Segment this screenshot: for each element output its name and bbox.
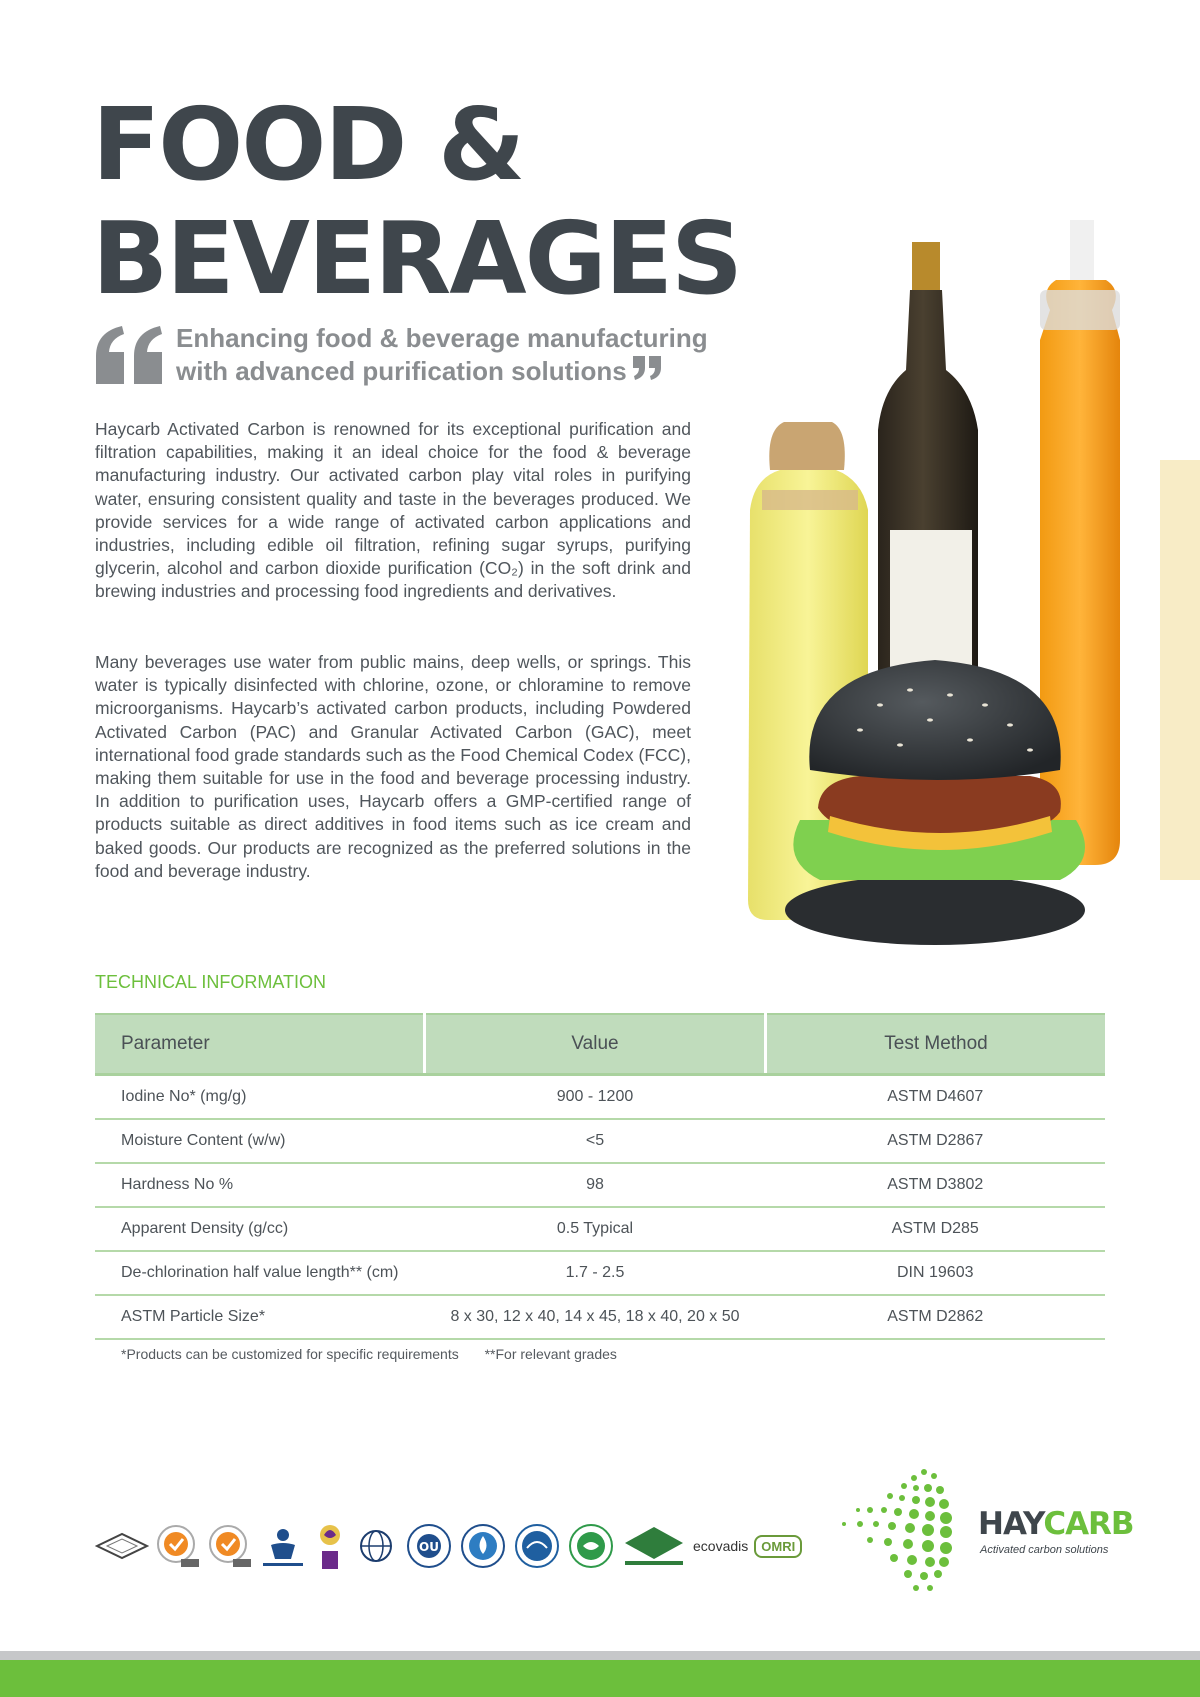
header-parameter: Parameter <box>95 1014 425 1075</box>
table-row <box>95 1075 1105 1120</box>
haycarb-globe-icon <box>830 1462 970 1602</box>
title-line-1: FOOD & <box>92 86 524 203</box>
technical-information-table <box>95 1013 1105 1340</box>
footnote-relevant-grades: **For relevant grades <box>484 1346 617 1362</box>
halal-diamond-icon <box>621 1523 687 1569</box>
certification-logos <box>95 1518 802 1574</box>
footnote-customized: *Products can be customized for specific requirements <box>121 1346 459 1362</box>
cell-value: 98 <box>425 1163 766 1207</box>
quote-line-1: Enhancing food & beverage manufacturing <box>176 323 708 353</box>
cell-parameter: De-chlorination half value length** (cm) <box>95 1251 425 1295</box>
beverage-water-paragraph: Many beverages use water from public mains, deep wells, or springs. This water is typically disinfected with chlorine, ozone, or chloramine to remove microorganisms. Haycarb’s activated carbon products, including Powdered Activated Carbon (PAC) and Granular Activated Carbon (GAC), meet international food grade standards such as the Food Chemical Codex (FCC), making them suitable for use in the food and beverage processing industry. In addition to purification uses, Haycarb offers a GMP-certified range of products suitable as direct additives in food items such as ice cream and baked goods. Our products are recognized as the preferred solutions in the food and beverage industry. <box>95 652 691 881</box>
cell-value: 1.7 - 2.5 <box>425 1251 766 1295</box>
table-row <box>95 1295 1105 1339</box>
food-beverage-photo <box>740 200 1200 960</box>
responsible-care-icon <box>259 1523 307 1569</box>
cell-value: 8 x 30, 12 x 40, 14 x 45, 18 x 40, 20 x 50 <box>425 1295 766 1339</box>
cell-parameter: Hardness No % <box>95 1163 425 1207</box>
cell-test-method: ASTM D4607 <box>766 1075 1106 1120</box>
page-title <box>92 88 741 316</box>
table-row <box>95 1251 1105 1295</box>
iso-badge-icon <box>95 1531 149 1561</box>
logo-name-carb: CARB <box>1043 1506 1134 1542</box>
title-line-2: BEVERAGES <box>92 200 742 317</box>
close-quote-icon <box>633 356 663 380</box>
logo-tagline: Activated carbon solutions <box>980 1544 1109 1556</box>
intro-paragraph: Haycarb Activated Carbon is renowned for its exceptional purification and filtration capabilities, making it an ideal choice for the food & beverage manufacturing industry. Our activated carbon play vital roles in purifying water, ensuring consistent quality and taste in the beverages produced. We provide services for a wide range of activated carbon applications and industries, including edible oil filtration, refining sugar syrups, purifying glycerin, alcohol and carbon dioxide purification (CO₂) in the soft drink and brewing industries and processing food ingredients and derivatives. <box>95 419 691 602</box>
logo-name-hay: HAY <box>978 1506 1044 1542</box>
ecovadis-logo: ecovadis <box>693 1538 749 1554</box>
cell-parameter: Moisture Content (w/w) <box>95 1119 425 1163</box>
table-header-row <box>95 1014 1105 1075</box>
haycarb-logo <box>830 1462 1134 1602</box>
header-value: Value <box>425 1014 766 1075</box>
lotus-award-icon <box>313 1521 347 1571</box>
orthodox-union-kosher-icon <box>405 1522 453 1570</box>
sgs-certified-icon <box>207 1523 253 1569</box>
table-footnotes <box>121 1346 617 1362</box>
table-row <box>95 1207 1105 1251</box>
cell-test-method: ASTM D3802 <box>766 1163 1106 1207</box>
cell-test-method: ASTM D285 <box>766 1207 1106 1251</box>
sgs-certified-icon <box>155 1523 201 1569</box>
water-drop-seal-icon <box>459 1522 507 1570</box>
halal-green-seal-icon <box>567 1522 615 1570</box>
cell-parameter: Apparent Density (g/cc) <box>95 1207 425 1251</box>
cell-test-method: ASTM D2867 <box>766 1119 1106 1163</box>
technical-information-heading: TECHNICAL INFORMATION <box>95 972 327 992</box>
footer-divider <box>0 1651 1200 1660</box>
cell-test-method: ASTM D2862 <box>766 1295 1106 1339</box>
un-global-compact-icon <box>353 1523 399 1569</box>
footer-band <box>0 1660 1200 1697</box>
table-row <box>95 1119 1105 1163</box>
halal-hac-seal-icon <box>513 1522 561 1570</box>
omri-listed-icon: OMRI <box>754 1535 802 1558</box>
svg-text:OU: OU <box>419 1540 439 1554</box>
cell-parameter: ASTM Particle Size* <box>95 1295 425 1339</box>
cell-parameter: Iodine No* (mg/g) <box>95 1075 425 1120</box>
cell-test-method: DIN 19603 <box>766 1251 1106 1295</box>
header-test-method: Test Method <box>766 1014 1106 1075</box>
cell-value: <5 <box>425 1119 766 1163</box>
open-quote-icon <box>96 326 164 384</box>
table-row <box>95 1163 1105 1207</box>
quote-line-2: with advanced purification solutions <box>176 356 627 386</box>
cell-value: 0.5 Typical <box>425 1207 766 1251</box>
cell-value: 900 - 1200 <box>425 1075 766 1120</box>
